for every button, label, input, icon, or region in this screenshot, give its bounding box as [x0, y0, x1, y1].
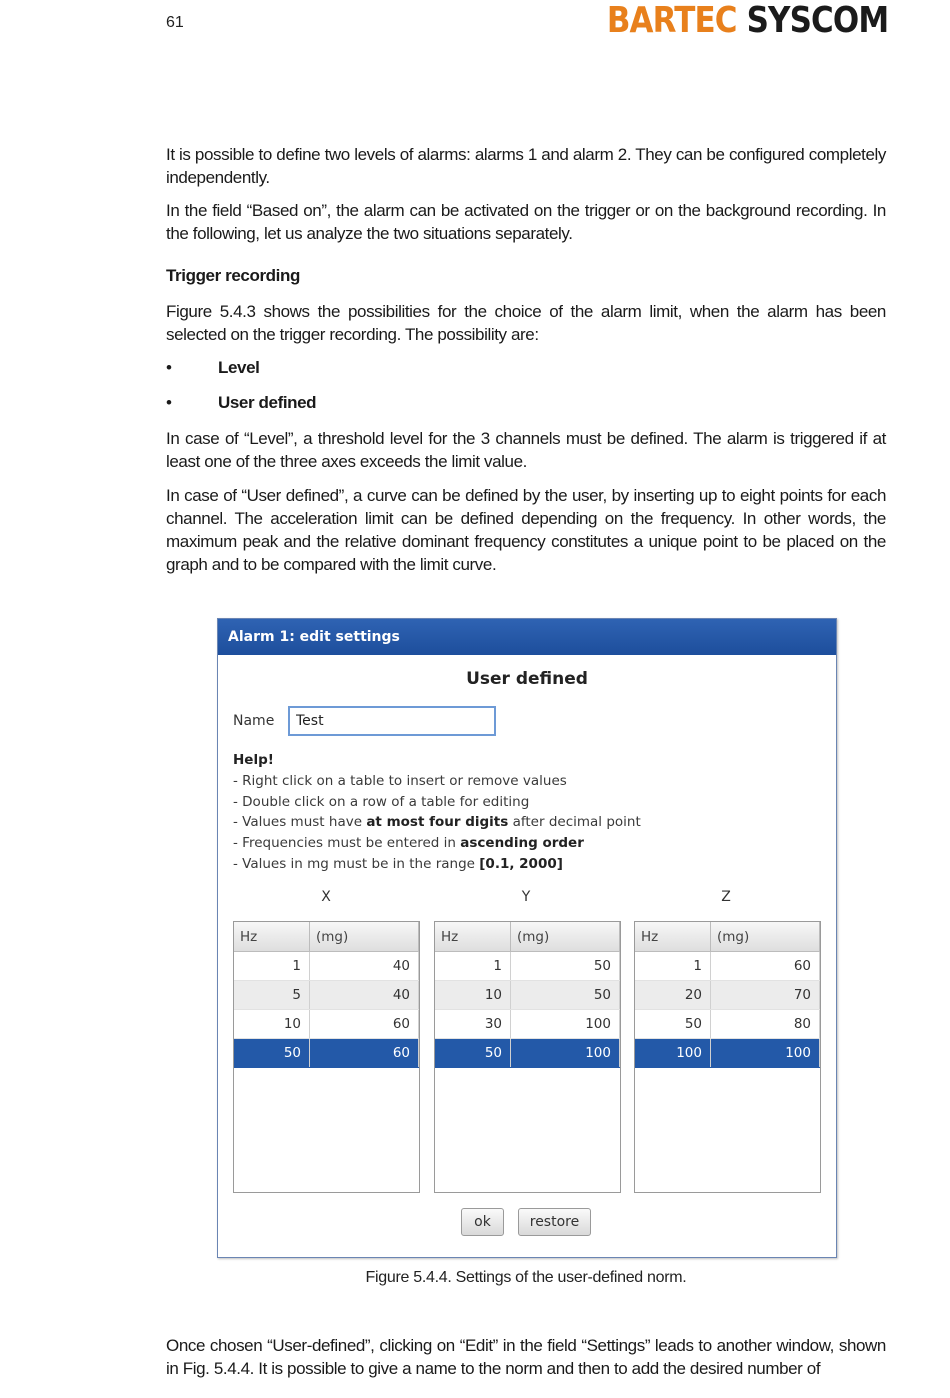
- table-row[interactable]: 20 70: [635, 981, 820, 1010]
- help-line: - Right click on a table to insert or remove values: [233, 772, 567, 789]
- table-row[interactable]: 50 80: [635, 1010, 820, 1039]
- paragraph-based-on: In the field “Based on”, the alarm can be activated on the trigger or on the background recording. In the following, let us analyze the two situations separately.: [166, 201, 886, 243]
- alarm-settings-dialog: [217, 618, 837, 1258]
- table-x[interactable]: [233, 921, 420, 1193]
- paragraph-level-case: In case of “Level”, a threshold level for the 3 channels must be defined. The alarm is triggered if at least one of the three axes exceeds the limit value.: [166, 429, 886, 471]
- brand-logo: [607, 0, 888, 41]
- table-row[interactable]: 10 50: [435, 981, 620, 1010]
- dialog-title: Alarm 1: edit settings: [218, 619, 836, 655]
- axis-label-z: Z: [721, 889, 731, 905]
- brand-logo-part1: BARTEC: [606, 0, 737, 41]
- table-row[interactable]: 1 60: [635, 952, 820, 981]
- name-input[interactable]: [288, 706, 496, 736]
- column-header-hz[interactable]: Hz: [234, 922, 310, 952]
- table-row[interactable]: 1 50: [435, 952, 620, 981]
- column-header-hz[interactable]: Hz: [635, 922, 711, 952]
- paragraph-edit-window: Once chosen “User-defined”, clicking on “Edit” in the field “Settings” leads to another window, shown in Fig. 5.4.4. It is possible to give a name to the norm and then to add the desired number of: [166, 1336, 886, 1378]
- table-y[interactable]: [434, 921, 621, 1193]
- name-label: Name: [233, 713, 275, 729]
- column-header-mg[interactable]: (mg): [711, 922, 820, 952]
- paragraph-alarm-levels: It is possible to define two levels of alarms: alarms 1 and alarm 2. They can be configured completely independently.: [166, 145, 886, 187]
- brand-logo-part2: SYSCOM: [746, 0, 888, 41]
- table-header-row: [234, 922, 419, 952]
- help-line: - Values must have at most four digits after decimal point: [233, 814, 641, 831]
- table-row-selected[interactable]: 50 100: [435, 1039, 620, 1068]
- table-row-selected[interactable]: 100 100: [635, 1039, 820, 1068]
- axis-label-y: Y: [521, 889, 531, 905]
- bullet-dot-icon: •: [166, 393, 172, 412]
- bullet-label: User defined: [218, 393, 317, 412]
- page-number: 61: [166, 14, 184, 31]
- ok-button[interactable]: ok: [461, 1208, 504, 1236]
- table-row[interactable]: 5 40: [234, 981, 419, 1010]
- help-line: - Values in mg must be in the range [0.1, 2000]: [233, 855, 563, 872]
- column-header-mg[interactable]: (mg): [511, 922, 620, 952]
- figure-caption: Figure 5.4.4. Settings of the user-defined norm.: [365, 1269, 687, 1286]
- bullet-dot-icon: •: [166, 358, 172, 377]
- paragraph-user-defined-case: In case of “User defined”, a curve can be defined by the user, by inserting up to eight points for each channel. The acceleration limit can be defined depending on the frequency. In other words, the maximum peak and the relative dominant frequency constitutes a unique point to be placed on the graph and to be compared with the limit curve.: [166, 486, 886, 574]
- column-header-hz[interactable]: Hz: [435, 922, 511, 952]
- table-header-row: [435, 922, 620, 952]
- table-row-selected[interactable]: 50 60: [234, 1039, 419, 1068]
- axis-label-x: X: [321, 889, 331, 905]
- table-header-row: [635, 922, 820, 952]
- help-line: - Double click on a row of a table for editing: [233, 793, 530, 810]
- help-box: [233, 750, 641, 875]
- help-line: - Frequencies must be entered in ascending order: [233, 835, 584, 852]
- bullet-label: Level: [218, 358, 260, 377]
- section-heading: Trigger recording: [166, 266, 300, 285]
- table-z[interactable]: [634, 921, 821, 1193]
- paragraph-figure-intro: Figure 5.4.3 shows the possibilities for the choice of the alarm limit, when the alarm has been selected on the trigger recording. The possibility are:: [166, 302, 886, 344]
- table-row[interactable]: 10 60: [234, 1010, 419, 1039]
- help-title: Help!: [233, 752, 274, 768]
- table-row[interactable]: 1 40: [234, 952, 419, 981]
- table-row[interactable]: 30 100: [435, 1010, 620, 1039]
- column-header-mg[interactable]: (mg): [310, 922, 419, 952]
- restore-button[interactable]: restore: [518, 1208, 591, 1236]
- dialog-heading: User defined: [466, 669, 588, 689]
